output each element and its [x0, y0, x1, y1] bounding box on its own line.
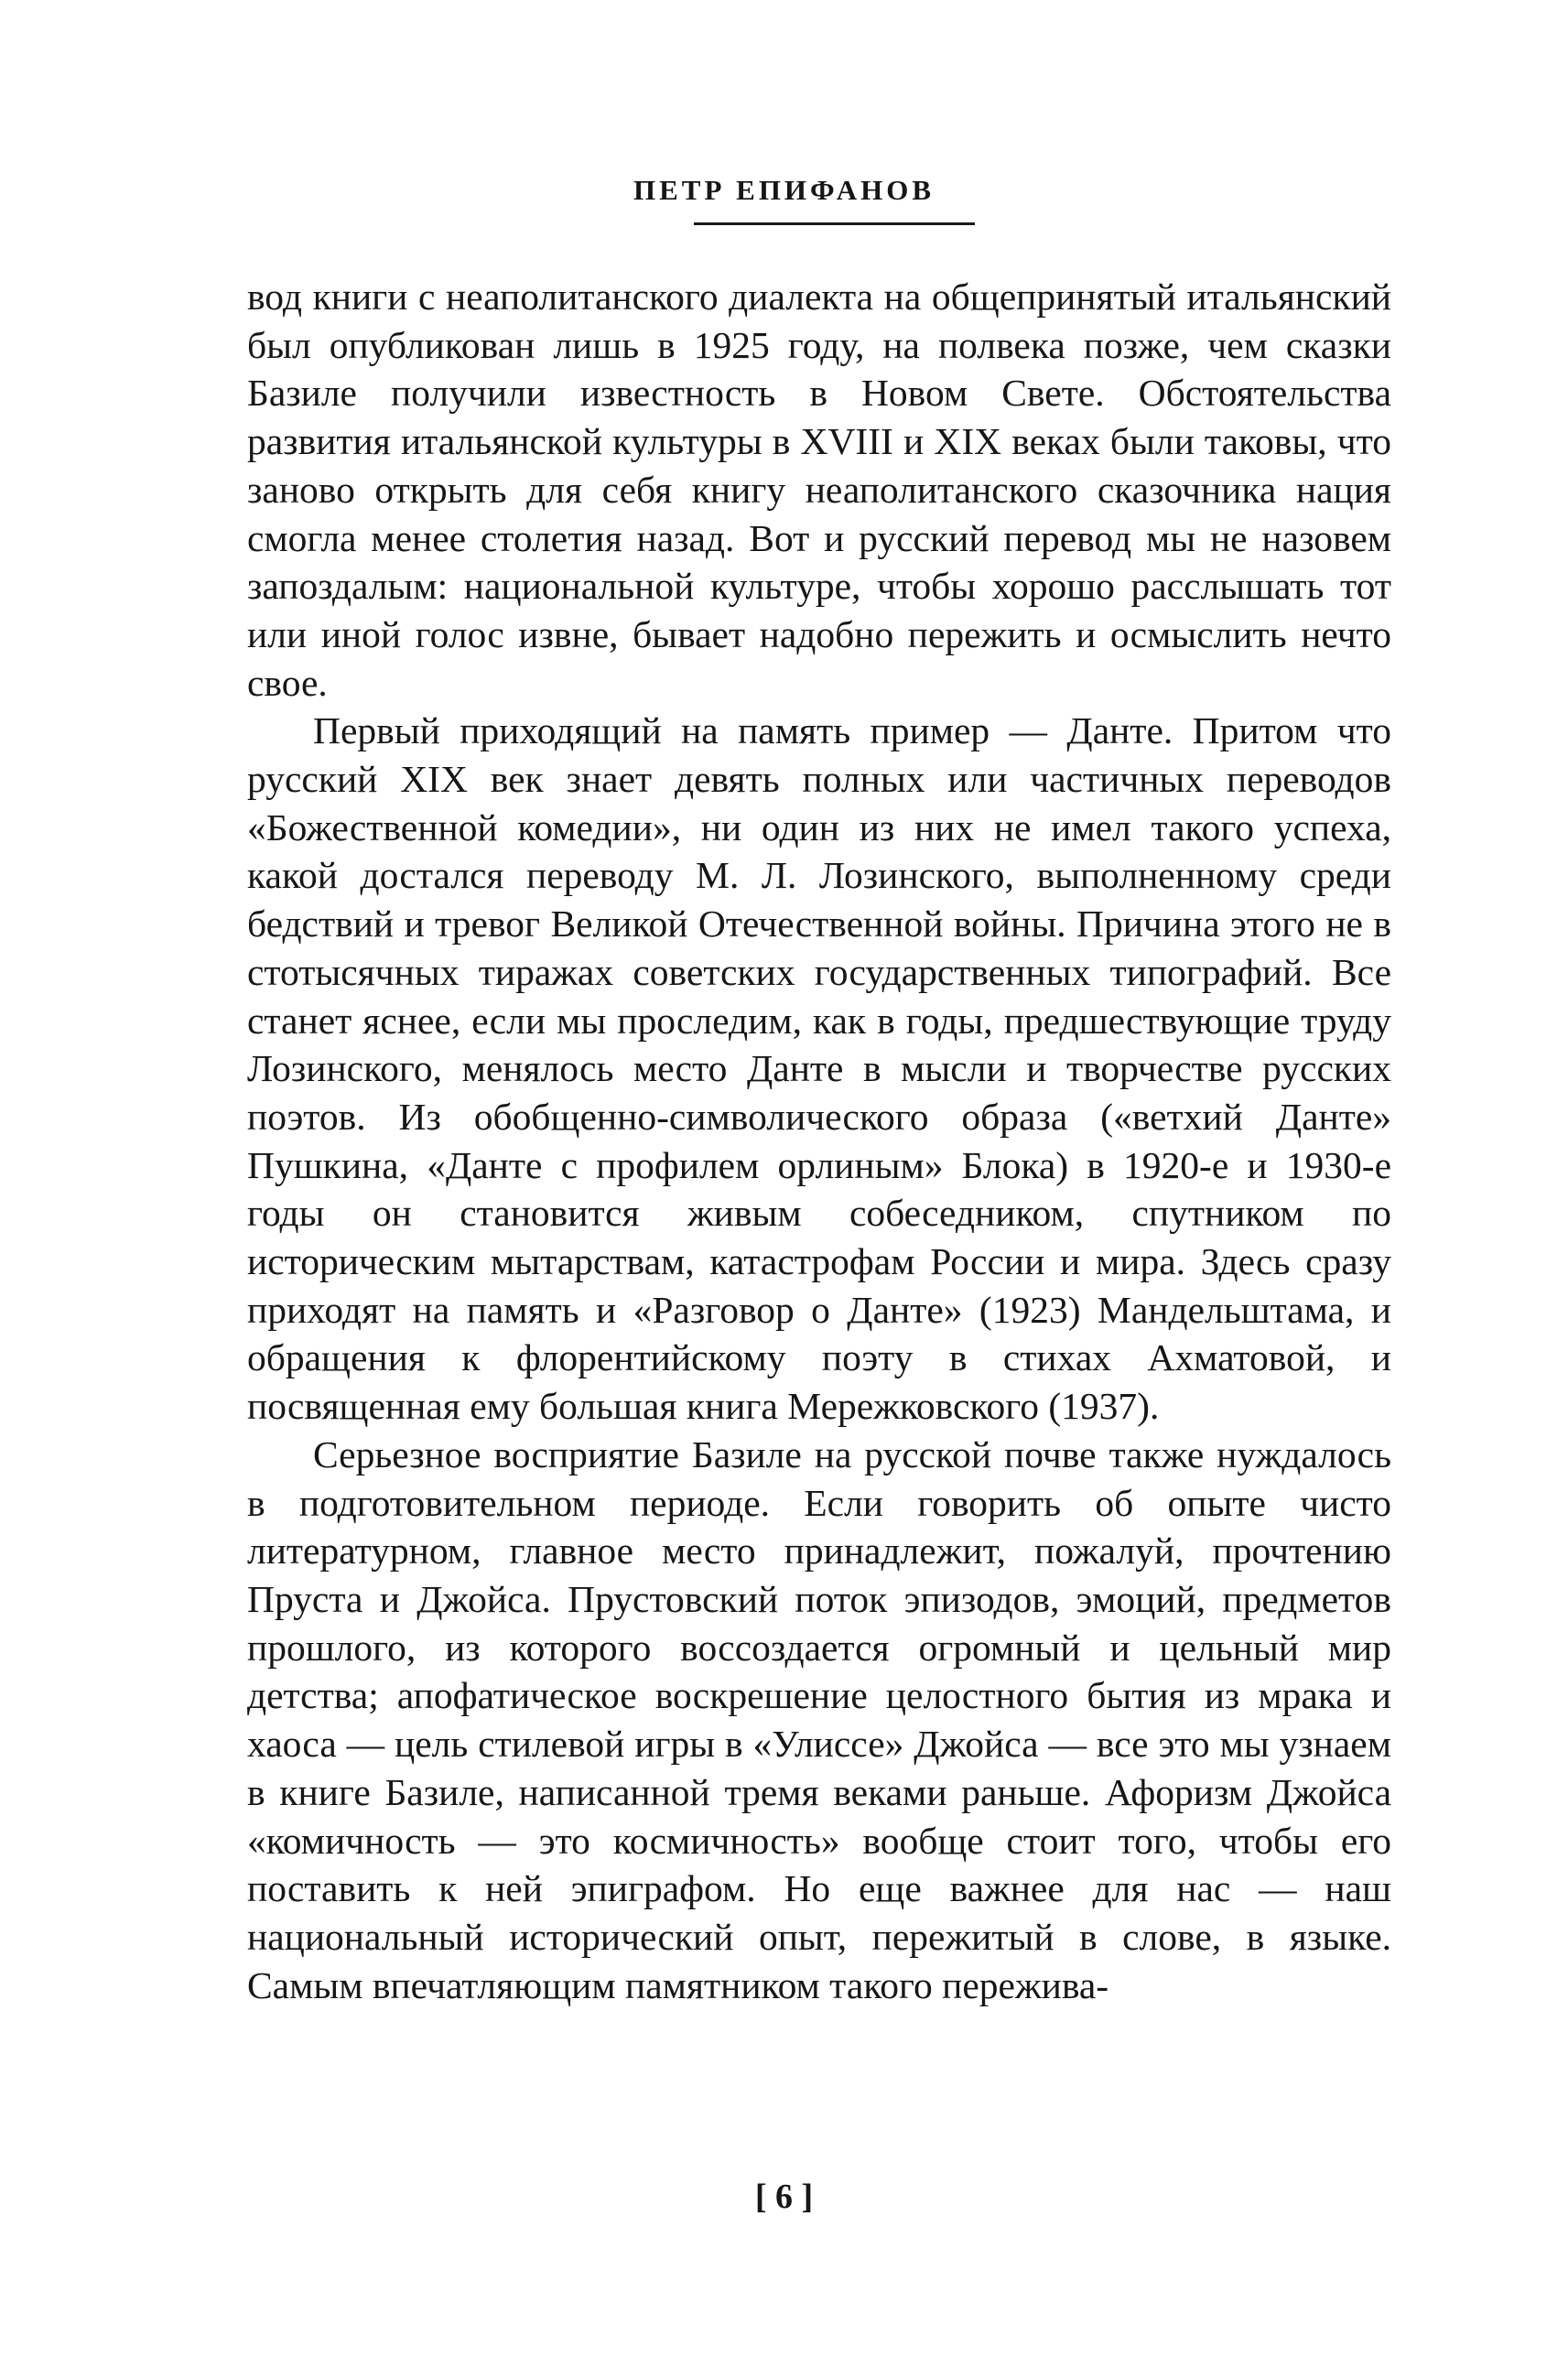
paragraph: Серьезное восприятие Базиле на русской почве также нуждалось в подготовительном периоде. Если говорить об опыте чисто литературном, главное место принадлежит, пожалуй, прочтению Пруста и Джойса. Прустовский поток эпизодов, эмоций, предметов прошлого, из которого воссоздается огромный и цельный мир детства; апофатическое воскрешение целостного бытия из мрака и хаоса — цель стилевой игры в «Улиссе» Джойса — все это мы узнаем в книге Базиле, написанной тремя веками раньше. Афоризм Джойса «комичность — это космичность» вообще стоит того, чтобы его поставить к ней эпиграфом. Но еще важнее для нас — наш национальный исторический опыт, пережитый в слове, в языке. Самым впечатляющим памятником такого пережива-: [247, 1432, 1391, 2006]
running-head-author: ПЕТР ЕПИФАНОВ: [633, 174, 935, 206]
body-text: [247, 273, 1391, 2009]
paragraph: Первый приходящий на память пример — Данте. Притом что русский XIX век знает девять полных или частичных переводов «Божественной комедии», ни один из них не имел такого успеха, какой достался переводу М. Л. Лозинского, выполненному среди бедствий и тревог Великой Отечественной войны. Причина этого не в стотысячных тиражах советских государственных типографий. Все станет яснее, если мы проследим, как в годы, предшествующие труду Лозинского, менялось место Данте в мысли и творчестве русских поэтов. Из обобщенно-символического образа («ветхий Данте» Пушкина, «Данте с профилем орлиным» Блока) в 1920-е и 1930-е годы он становится живым собеседником, спутником по историческим мытарствам, катастрофам России и мира. Здесь сразу приходят на память и «Разговор о Данте» (1923) Мандельштама, и обращения к флорентийскому поэту в стихах Ахматовой, и посвященная ему большая книга Мережковского (1937).: [247, 709, 1391, 1428]
paragraph: вод книги с неаполитанского диалекта на общепринятый итальянский был опубликован лишь в 1925 году, на полвека позже, чем сказки Базиле получили известность в Новом Свете. Обстоятельства развития итальянской культуры в XVIII и XIX веках были таковы, что заново открыть для себя книгу неаполитанского сказочника нация смогла менее столетия назад. Вот и русский перевод мы не назовем запоздалым: национальной культуре, чтобы хорошо расслышать тот или иной голос извне, бывает надобно пережить и осмыслить нечто свое.: [247, 276, 1391, 704]
page-number: [ 6 ]: [754, 2178, 814, 2216]
header-rule: [694, 222, 975, 225]
